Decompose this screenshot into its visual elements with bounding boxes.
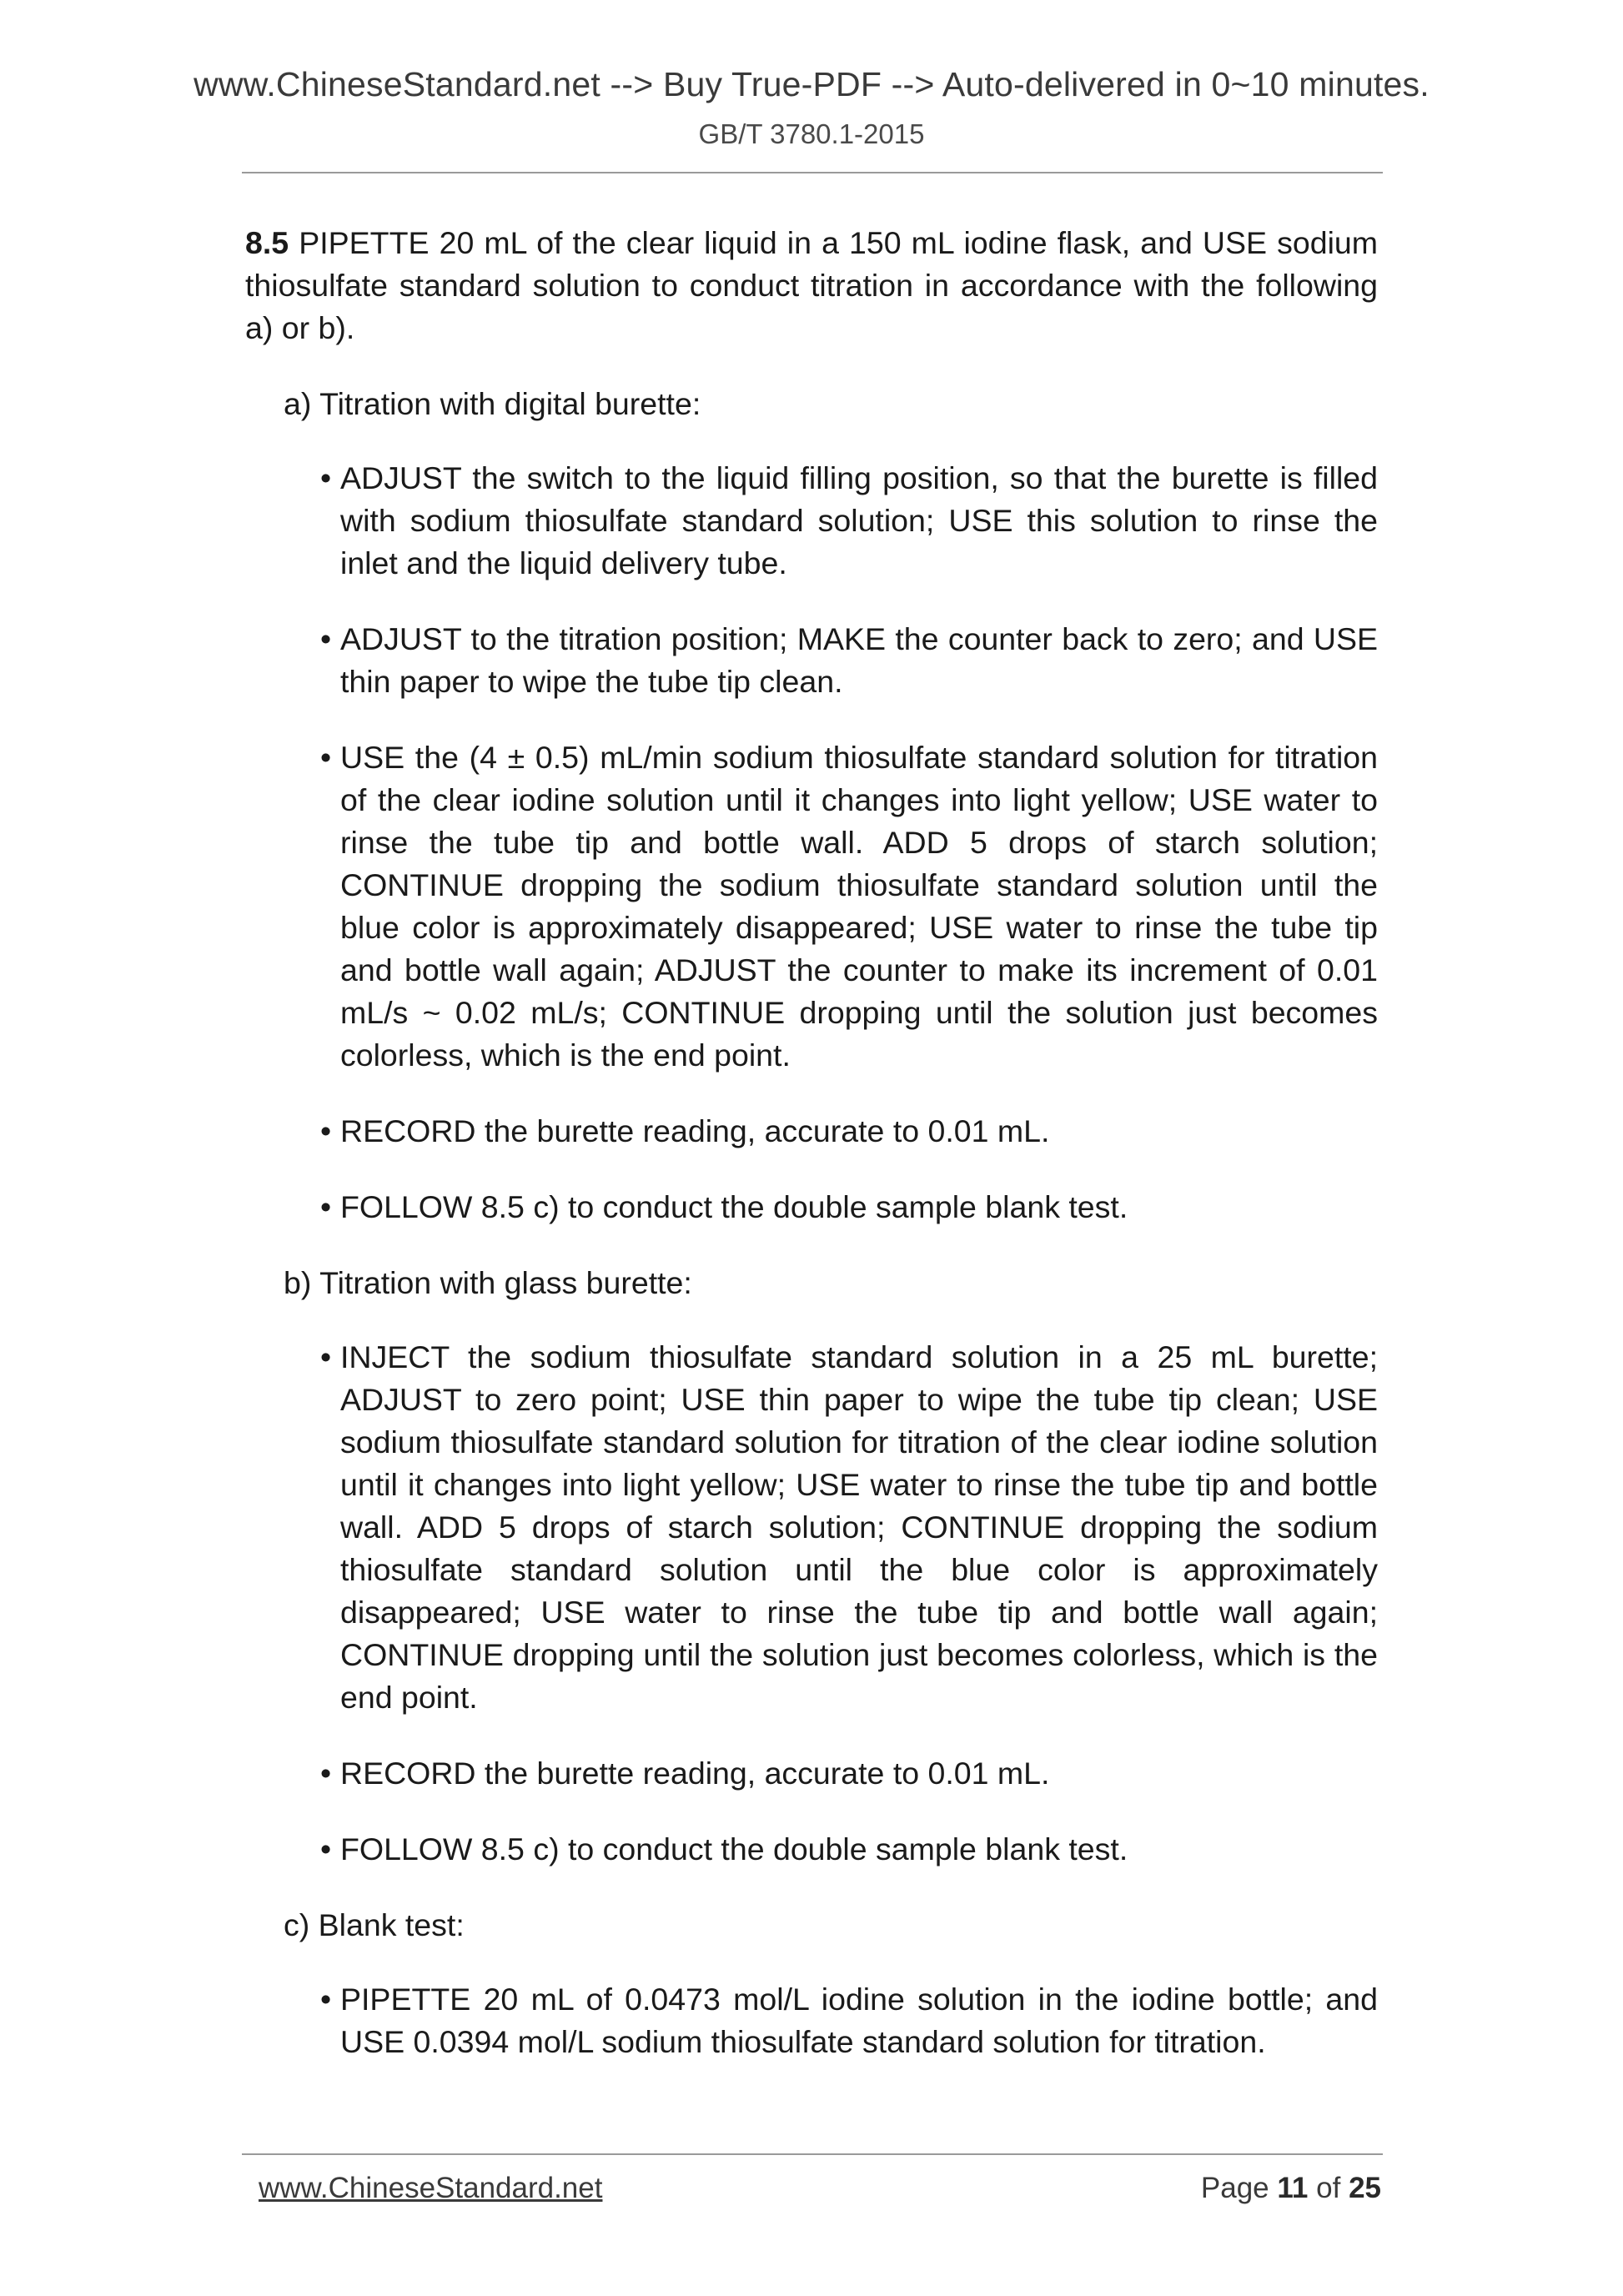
document-body [245,222,1378,2097]
standard-id: GB/T 3780.1-2015 [698,118,925,149]
page-indicator [1201,2172,1381,2205]
part-c-heading: c) Blank test: [284,1907,465,1942]
page-number: 11 [1277,2172,1309,2204]
part-b-bullet-1: • INJECT the sodium thiosulfate standard solution in a 25 mL burette; ADJUST to zero point; USE thin paper to wipe the tube tip clean; USE sodium thiosulfate standard solution for titration of the clear iodine solution until it changes into light yellow; USE water to rinse the tube tip and bottle wall. ADD 5 drops of starch solution; CONTINUE dropping the sodium thiosulfate standard solution until the blue color is approximately disappeared; USE water to rinse the tube tip and bottle wall again; CONTINUE dropping until the solution just becomes colorless, which is the end point. [322,1336,1378,1719]
part-b-bullet-2: • RECORD the burette reading, accurate to 0.01 mL. [322,1752,1378,1795]
part-a-bullet-1: • ADJUST the switch to the liquid filling position, so that the burette is filled with sodium thiosulfate standard solution; USE this solution to rinse the inlet and the liquid delivery tube. [322,457,1378,585]
of-word: of [1316,2172,1341,2204]
part-a-bullet-5: • FOLLOW 8.5 c) to conduct the double sample blank test. [322,1186,1378,1228]
part-c-bullet-1: • PIPETTE 20 mL of 0.0473 mol/L iodine solution in the iodine bottle; and USE 0.0394 mol/L sodium thiosulfate standard solution for titration. [322,1978,1378,2063]
part-a-heading: a) Titration with digital burette: [284,386,701,421]
part-a-bullet-4: • RECORD the burette reading, accurate to 0.01 mL. [322,1110,1378,1153]
part-b-bullet-3: • FOLLOW 8.5 c) to conduct the double sample blank test. [322,1828,1378,1871]
part-a-bullet-2: • ADJUST to the titration position; MAKE the counter back to zero; and USE thin paper to wipe the tube tip clean. [322,618,1378,703]
part-b-heading: b) Titration with glass burette: [284,1265,692,1300]
header-banner[interactable]: www.ChineseStandard.net --> Buy True-PDF --> Auto-delivered in 0~10 minutes. [193,65,1430,103]
section-intro-text: PIPETTE 20 mL of the clear liquid in a 150 mL iodine flask, and USE sodium thiosulfate standard solution to conduct titration in accordance with the following a) or b). [245,225,1378,345]
section-number: 8.5 [245,225,289,260]
part-a-bullet-3: • USE the (4 ± 0.5) mL/min sodium thiosulfate standard solution for titration of the clear iodine solution until it changes into light yellow; USE water to rinse the tube tip and bottle wall. ADD 5 drops of starch solution; CONTINUE dropping the sodium thiosulfate standard solution until the blue color is approximately disappeared; USE water to rinse the tube tip and bottle wall again; ADJUST the counter to make its increment of 0.01 mL/s ~ 0.02 mL/s; CONTINUE dropping until the solution just becomes colorless, which is the end point. [322,736,1378,1077]
page-word: Page [1200,2172,1269,2204]
page-total: 25 [1349,2172,1381,2204]
footer-divider [242,2153,1383,2155]
footer-site-link[interactable]: www.ChineseStandard.net [259,2172,603,2204]
section-8-5-intro [245,222,1378,349]
header-divider [242,172,1383,173]
